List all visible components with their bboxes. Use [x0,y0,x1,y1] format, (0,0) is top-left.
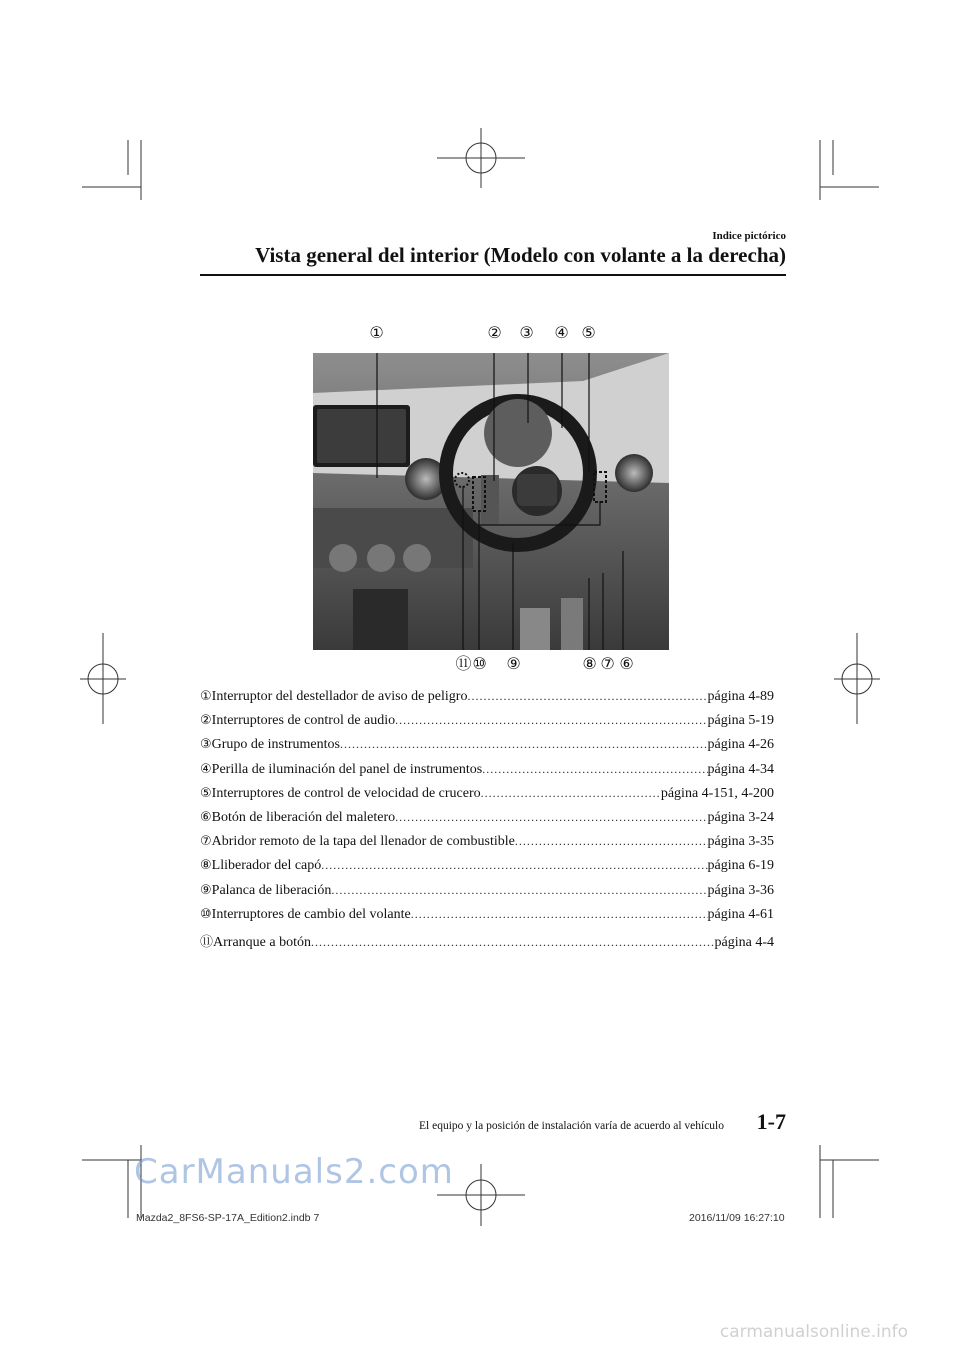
list-item [200,810,774,834]
page-reference: página 6-19 [707,858,774,874]
list-item [200,931,774,955]
list-item [200,762,774,786]
leader-dots [311,935,715,950]
page-reference: página 3-24 [707,809,774,825]
title-underline [200,274,786,276]
item-number: ③ [200,737,212,753]
page-reference: página 4-151, 4-200 [660,785,774,801]
item-number: ① [200,689,212,704]
page-reference: página 4-26 [707,737,774,753]
leader-dots [515,834,708,849]
leader-dots [331,883,707,898]
item-number: ⑦ [200,834,212,850]
list-item [200,907,774,931]
list-item [200,713,774,737]
leader-dots [395,713,707,728]
item-number: ⑪ [200,934,214,950]
component-list [200,689,774,955]
item-number: ⑩ [200,906,212,922]
callout-2: ② [487,323,502,342]
callout-5: ⑤ [581,323,596,342]
item-number: ⑧ [200,858,212,874]
callout-3: ③ [519,323,534,342]
callout-10: ⑩ [472,654,487,673]
page-reference: página 3-35 [707,834,774,850]
list-item [200,689,774,713]
print-slug-date: 2016/11/09 16:27:10 [689,1212,785,1224]
list-item [200,883,774,907]
callout-9: ⑨ [506,654,521,673]
item-label: Grupo de instrumentos [211,737,340,753]
item-label: Abridor remoto de la tapa del llenador de combustible [211,834,515,850]
item-label: Lliberador del capó [211,858,322,874]
page-title: Vista general del interior (Modelo con volante a la derecha) [255,243,786,267]
item-number: ⑨ [200,882,212,898]
leader-dots [467,689,707,704]
page-number: 1-7 [756,1109,786,1134]
leader-dots [411,907,708,922]
page-reference: página 4-34 [707,761,774,777]
leader-dots [340,737,708,752]
list-item [200,786,774,810]
leader-dots [482,762,707,777]
callout-11: ⑪ [455,654,472,673]
item-label: Palanca de liberación [211,882,332,898]
callout-4: ④ [554,323,569,342]
item-label: Arranque a botón [213,934,311,950]
page-reference: página 3-36 [707,882,774,898]
list-item [200,737,774,761]
callout-8: ⑧ [582,654,597,673]
leader-dots [321,858,707,873]
watermark-carmanuals2: CarManuals2.com [134,1152,454,1192]
item-number: ⑥ [200,809,212,825]
callout-7: ⑦ [600,654,615,673]
item-label: Interruptores de cambio del volante [211,906,411,922]
footer-note: El equipo y la posición de instalación varía de acuerdo al vehículo [419,1120,724,1132]
leader-dots [395,810,707,825]
item-number: ④ [200,761,212,777]
list-item [200,834,774,858]
interior-photo [313,353,669,650]
page-reference: página 4-61 [707,906,774,922]
item-number: ② [200,713,212,729]
callout-1: ① [369,323,384,342]
item-label: Interruptores de control de velocidad de crucero [211,785,481,801]
item-label: Interruptores de control de audio [211,713,396,729]
leader-dots [481,786,661,801]
item-number: ⑤ [200,785,212,801]
list-item [200,858,774,882]
item-label: Botón de liberación del maletero [211,809,396,825]
page-reference: página 4-89 [707,689,774,704]
print-slug-file: Mazda2_8FS6-SP-17A_Edition2.indb 7 [136,1212,320,1224]
watermark-carmanualsonline: carmanualsonline.info [719,1322,908,1342]
page-reference: página 5-19 [707,713,774,729]
callout-6: ⑥ [619,654,634,673]
item-label: Interruptor del destellador de aviso de peligro [211,689,468,704]
item-label: Perilla de iluminación del panel de instrumentos [211,761,483,777]
page-reference: página 4-4 [714,934,774,950]
section-name: Indice pictórico [712,230,786,242]
